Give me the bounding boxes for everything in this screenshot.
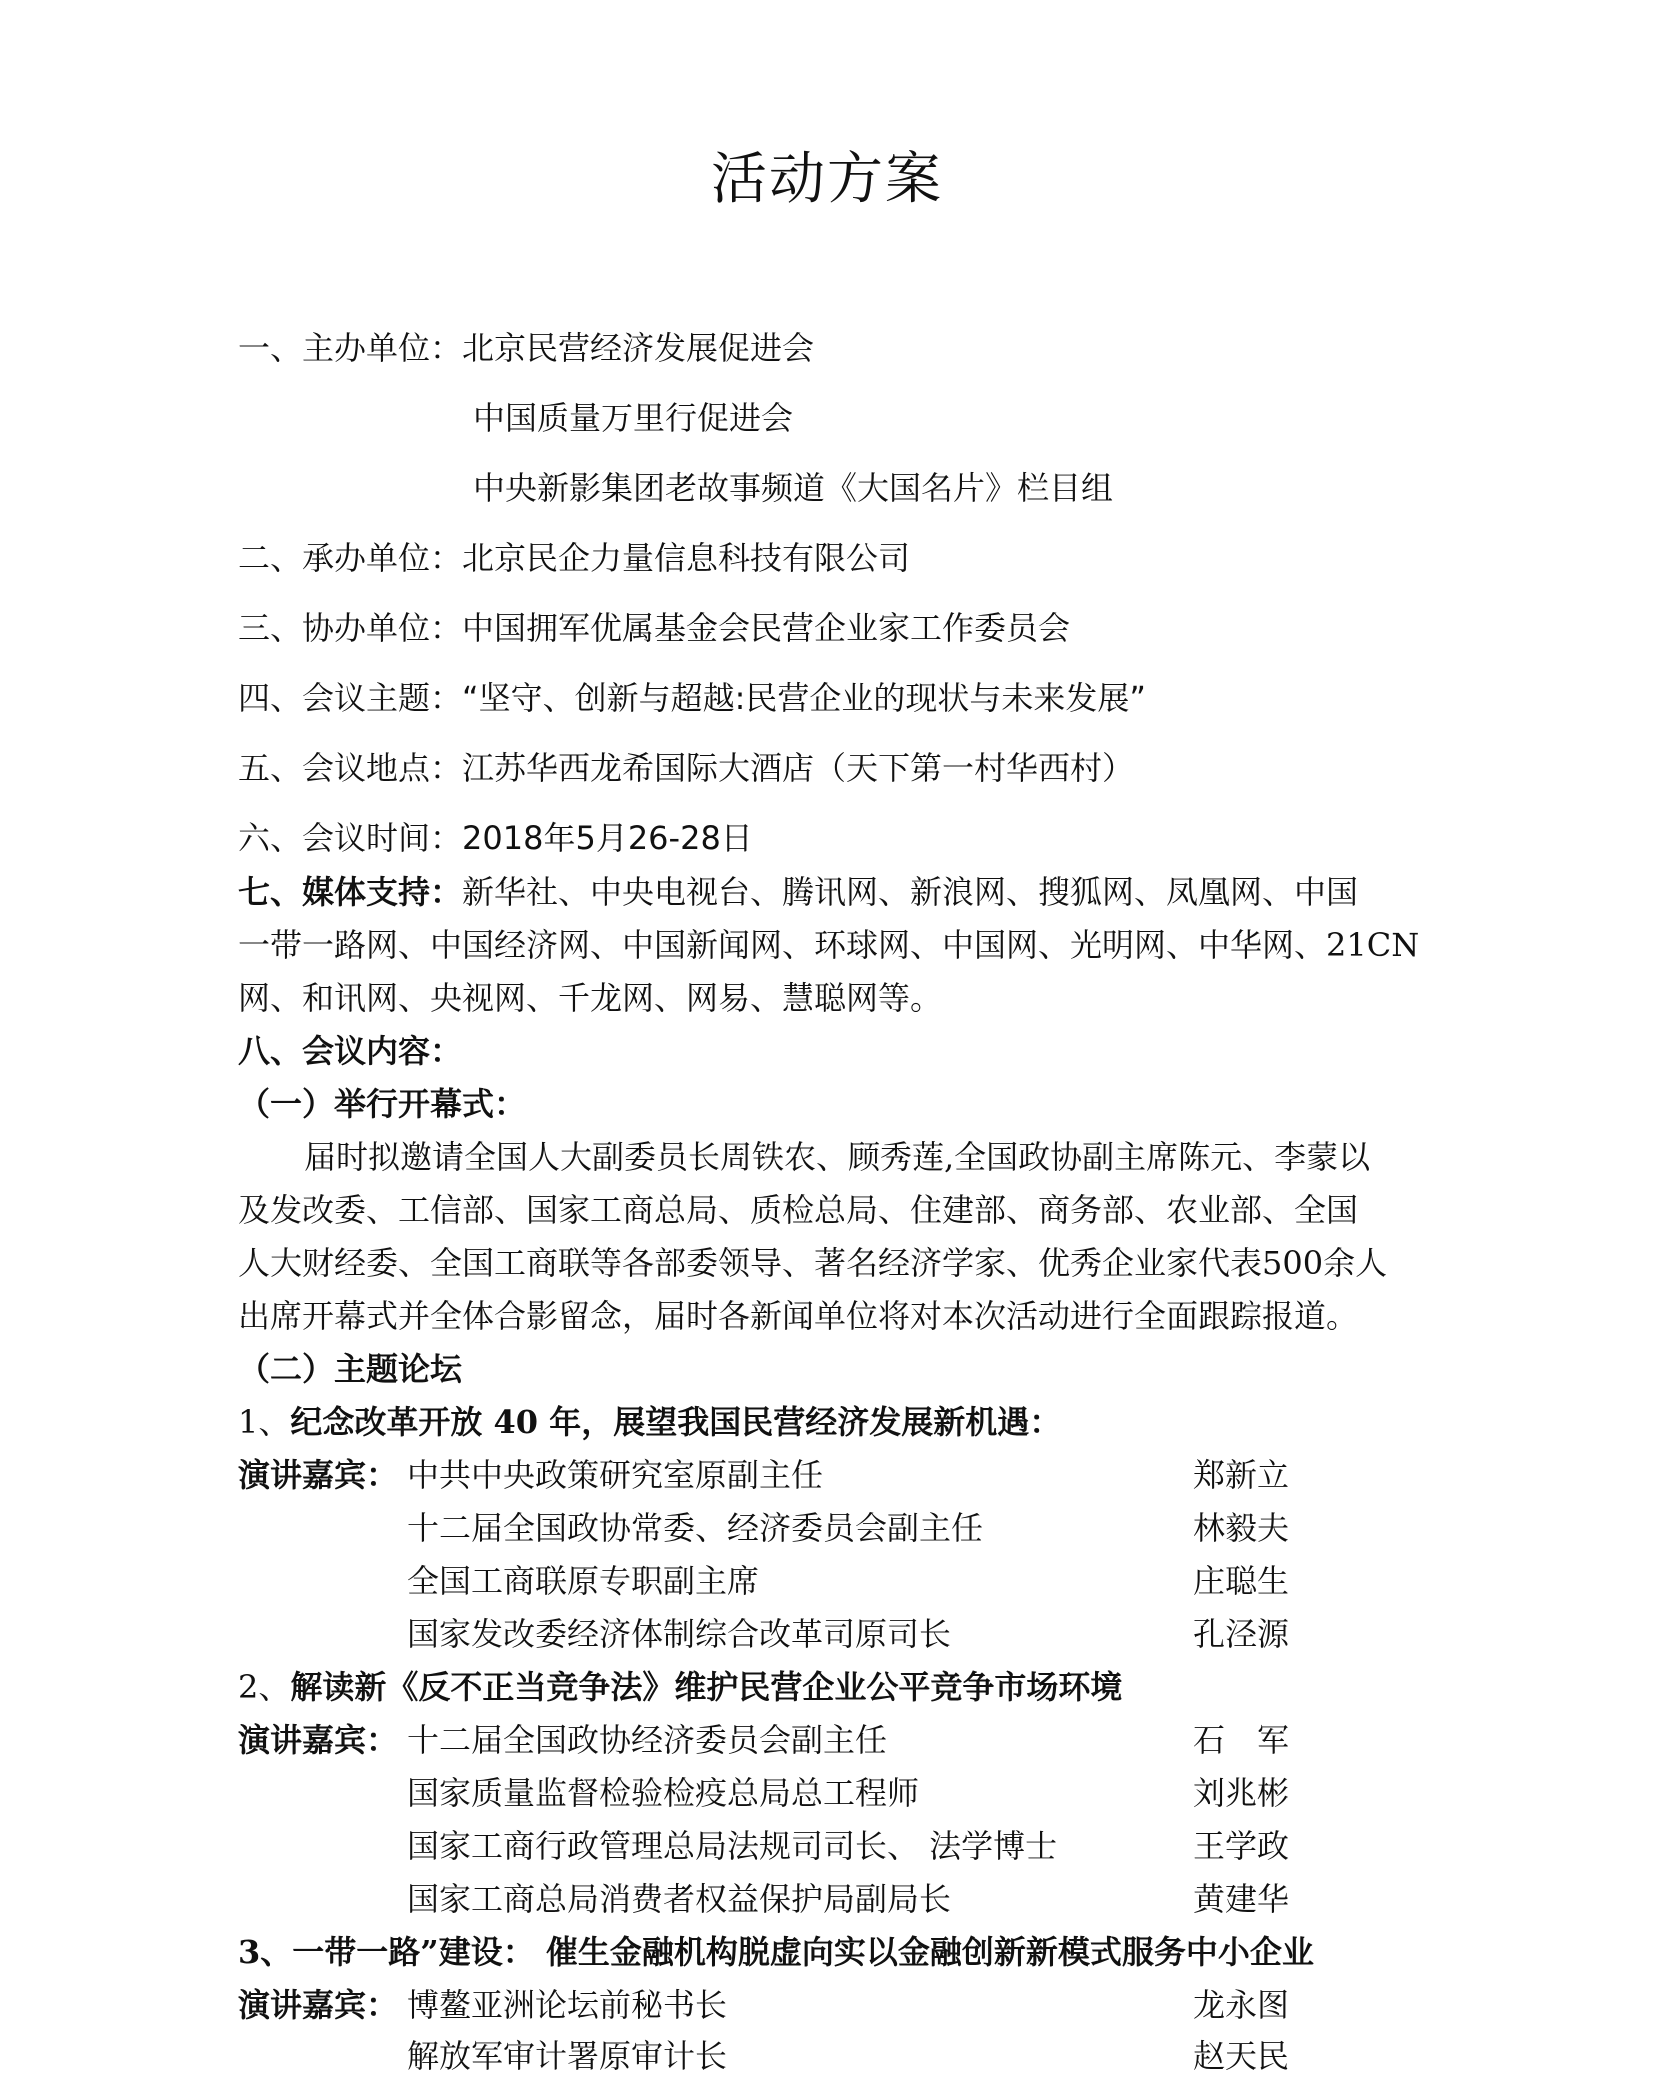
host-row xyxy=(238,328,814,368)
speaker-name: 石 军 xyxy=(1193,1721,1290,1759)
opening-paragraph-line: 届时拟邀请全国人大副委员长周铁农、顾秀莲,全国政协副主席陈元、李蒙以 xyxy=(304,1138,1371,1176)
topic-number: 3、 xyxy=(238,1933,293,1971)
theme-label: 四、会议主题： xyxy=(238,679,463,717)
co-organizer-row xyxy=(238,608,1070,648)
co-organizer-value: 中国拥军优属基金会民营企业家工作委员会 xyxy=(462,609,1071,647)
content-label: 八、会议内容： xyxy=(238,1032,463,1070)
speaker-name: 黄建华 xyxy=(1193,1880,1290,1918)
topic-number: 2、 xyxy=(238,1668,291,1706)
media-line: 网、和讯网、央视网、千龙网、网易、慧聪网等。 xyxy=(238,979,943,1017)
host-item: 中央新影集团老故事频道《大国名片》栏目组 xyxy=(473,469,1114,507)
venue-row xyxy=(238,748,1134,788)
speaker-role: 国家工商行政管理总局法规司司长、 法学博士 xyxy=(407,1827,1058,1865)
topic-heading xyxy=(238,1932,1314,1972)
host-item: 中国质量万里行促进会 xyxy=(473,399,794,437)
theme-value: “坚守、创新与超越:民营企业的现状与未来发展” xyxy=(462,679,1146,717)
speaker-name: 刘兆彬 xyxy=(1193,1774,1290,1812)
topic-number: 1、 xyxy=(238,1403,291,1441)
speaker-label: 演讲嘉宾： xyxy=(238,1721,399,1759)
co-organizer-label: 三、协办单位： xyxy=(238,609,463,647)
opening-paragraph-line: 出席开幕式并全体合影留念，届时各新闻单位将对本次活动进行全面跟踪报道。 xyxy=(238,1297,1359,1335)
page-title: 活动方案 xyxy=(711,147,943,212)
topic-title: 解读新《反不正当竞争法》维护民营企业公平竞争市场环境 xyxy=(290,1668,1123,1706)
media-label: 七、媒体支持： xyxy=(238,873,463,911)
time-label: 六、会议时间： xyxy=(238,819,463,857)
venue-value: 江苏华西龙希国际大酒店（天下第一村华西村） xyxy=(462,749,1135,787)
speaker-name: 王学政 xyxy=(1193,1827,1290,1865)
host-label: 一、主办单位： xyxy=(238,329,463,367)
time-value: 2018年5月26-28日 xyxy=(462,819,753,857)
speaker-role: 解放军审计署原审计长 xyxy=(407,2037,728,2075)
speaker-name: 郑新立 xyxy=(1193,1456,1290,1494)
speaker-label: 演讲嘉宾： xyxy=(238,1456,399,1494)
organizer-row xyxy=(238,538,910,578)
speaker-name: 庄聪生 xyxy=(1193,1562,1290,1600)
organizer-label: 二、承办单位： xyxy=(238,539,463,577)
speaker-role: 十二届全国政协常委、经济委员会副主任 xyxy=(407,1509,984,1547)
host-item: 北京民营经济发展促进会 xyxy=(462,329,815,367)
opening-heading: （一）举行开幕式： xyxy=(238,1085,527,1123)
speaker-role: 博鳌亚洲论坛前秘书长 xyxy=(407,1986,728,2024)
time-row xyxy=(238,818,753,858)
speaker-label: 演讲嘉宾： xyxy=(238,1986,399,2024)
speaker-name: 龙永图 xyxy=(1193,1986,1290,2024)
speaker-role: 全国工商联原专职副主席 xyxy=(407,1562,760,1600)
theme-row xyxy=(238,678,1146,718)
speaker-role: 国家工商总局消费者权益保护局副局长 xyxy=(407,1880,952,1918)
speaker-name: 赵天民 xyxy=(1193,2037,1290,2075)
media-line: 新华社、中央电视台、腾讯网、新浪网、搜狐网、凤凰网、中国 xyxy=(462,873,1359,911)
venue-label: 五、会议地点： xyxy=(238,749,463,787)
speaker-role: 国家质量监督检验检疫总局总工程师 xyxy=(407,1774,920,1812)
speaker-role: 十二届全国政协经济委员会副主任 xyxy=(407,1721,888,1759)
opening-paragraph-line: 及发改委、工信部、国家工商总局、质检总局、住建部、商务部、农业部、全国 xyxy=(238,1191,1359,1229)
media-line: 一带一路网、中国经济网、中国新闻网、环球网、中国网、光明网、中华网、21CN xyxy=(238,926,1420,964)
speaker-name: 孔泾源 xyxy=(1193,1615,1290,1653)
topic-heading xyxy=(238,1402,1061,1442)
topic-title: 一带一路”建设： 催生金融机构脱虚向实以金融创新新模式服务中小企业 xyxy=(292,1933,1314,1971)
opening-paragraph-line: 人大财经委、全国工商联等各部委领导、著名经济学家、优秀企业家代表500余人 xyxy=(238,1244,1388,1282)
speaker-role: 中共中央政策研究室原副主任 xyxy=(407,1456,824,1494)
topic-heading xyxy=(238,1667,1122,1707)
media-row xyxy=(238,872,1358,912)
speaker-name: 林毅夫 xyxy=(1193,1509,1290,1547)
speaker-role: 国家发改委经济体制综合改革司原司长 xyxy=(407,1615,952,1653)
forum-heading: （二）主题论坛 xyxy=(238,1350,463,1388)
organizer-value: 北京民企力量信息科技有限公司 xyxy=(462,539,911,577)
topic-title: 纪念改革开放 40 年，展望我国民营经济发展新机遇： xyxy=(290,1403,1062,1441)
